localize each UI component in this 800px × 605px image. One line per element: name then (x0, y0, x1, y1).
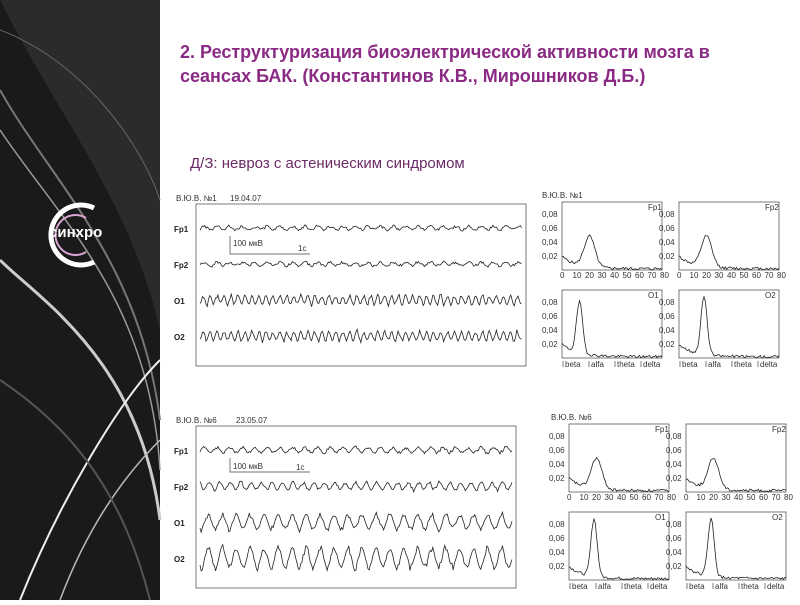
spectrum-xtick: 50 (739, 271, 749, 280)
spectrum-frame (562, 202, 662, 270)
spectrum-xtick: 80 (660, 271, 669, 280)
eeg-frame (196, 426, 516, 588)
eeg-trace-fp2 (200, 261, 522, 267)
spectra-header: В.Ю.В. №6 (551, 413, 592, 422)
spectrum-xtick: 80 (784, 493, 793, 502)
spectrum-ytick: 0,02 (549, 474, 565, 483)
eeg-scale-time: 1с (298, 244, 307, 253)
spectrum-channel-label: Fp1 (655, 425, 669, 434)
spectrum-channel-label: O1 (655, 513, 666, 522)
spectrum-xtick: 40 (610, 271, 619, 280)
spectrum-frame (686, 512, 786, 580)
spectrum-xtick: 0 (677, 271, 682, 280)
eeg-trace-fp1 (200, 446, 512, 454)
spectrum-ytick: 0,06 (666, 534, 682, 543)
eeg-scale-time: 1с (296, 463, 305, 472)
spectrum-channel-label: O2 (765, 291, 776, 300)
spectrum-ytick: 0,06 (542, 312, 558, 321)
spectrum-xtick: 10 (689, 271, 699, 280)
spectrum-xtick: 0 (567, 493, 572, 502)
spectrum-band-label: delta (643, 360, 661, 369)
spectrum-ytick: 0,02 (666, 474, 682, 483)
spectrum-ytick: 0,08 (659, 298, 675, 307)
spectrum-plot-o1 (549, 512, 669, 591)
spectrum-ytick: 0,04 (549, 460, 565, 469)
spectrum-channel-label: O1 (648, 291, 659, 300)
spectrum-band-label: delta (767, 582, 785, 591)
spectrum-ytick: 0,04 (666, 460, 682, 469)
spectrum-xtick: 30 (604, 493, 614, 502)
logo-text: синхро (49, 224, 103, 241)
spectrum-frame (569, 424, 669, 492)
spectrum-channel-label: O2 (772, 513, 783, 522)
spectrum-band-label: theta (617, 360, 635, 369)
spectrum-curve (679, 236, 779, 270)
spectrum-xtick: 30 (721, 493, 731, 502)
spectrum-band-label: delta (650, 582, 668, 591)
spectrum-band-label: beta (682, 360, 698, 369)
spectrum-ytick: 0,08 (549, 432, 565, 441)
spectrum-xtick: 80 (777, 271, 786, 280)
spectrum-channel-label: Fp2 (765, 203, 779, 212)
eeg-trace-panel-1 (170, 190, 530, 370)
channel-label-fp1: Fp1 (174, 447, 189, 456)
spectrum-ytick: 0,02 (666, 562, 682, 571)
spectrum-xtick: 50 (622, 271, 632, 280)
spectrum-frame (679, 202, 779, 270)
spectrum-xtick: 20 (592, 493, 601, 502)
spectrum-ytick: 0,06 (666, 446, 682, 455)
spectrum-ytick: 0,08 (542, 210, 558, 219)
channel-label-fp2: Fp2 (174, 261, 189, 270)
eeg-trace-fp2 (200, 481, 512, 492)
spectrum-curve (679, 297, 779, 358)
spectrum-band-label: theta (741, 582, 759, 591)
spectrum-curve (562, 235, 662, 270)
spectrum-curve (686, 458, 786, 492)
spectrum-curve (562, 301, 662, 358)
sidebar-swirl-graphic (0, 0, 160, 600)
eeg-scale-amplitude: 100 мкВ (233, 462, 263, 471)
spectrum-xtick: 60 (642, 493, 651, 502)
spectrum-channel-label: Fp1 (648, 203, 662, 212)
spectrum-ytick: 0,08 (542, 298, 558, 307)
spectrum-xtick: 60 (752, 271, 761, 280)
spectrum-xtick: 10 (572, 271, 582, 280)
eeg-trace-o2 (200, 329, 522, 342)
spectrum-band-label: alfa (715, 582, 728, 591)
spectrum-band-label: delta (760, 360, 778, 369)
spectrum-xtick: 20 (709, 493, 718, 502)
spectrum-ytick: 0,04 (666, 548, 682, 557)
spectra-header: В.Ю.В. №1 (542, 191, 583, 200)
spectrum-xtick: 30 (714, 271, 724, 280)
spectrum-ytick: 0,02 (659, 340, 675, 349)
channel-label-fp1: Fp1 (174, 225, 189, 234)
spectrum-xtick: 40 (727, 271, 736, 280)
eeg-trace-o2 (200, 545, 512, 571)
eeg-trace-o1 (200, 294, 522, 307)
slide-title: 2. Реструктуризация биоэлектрической активности мозга в сеансах БАК. (Константинов К.В., Мирошников Д.Б.) (180, 42, 710, 86)
spectrum-ytick: 0,02 (549, 562, 565, 571)
channel-label-o2: O2 (174, 555, 185, 564)
spectrum-ytick: 0,08 (666, 432, 682, 441)
spectrum-ytick: 0,06 (659, 224, 675, 233)
spectrum-xtick: 70 (647, 271, 657, 280)
spectrum-plot-o2 (666, 512, 786, 591)
channel-label-o2: O2 (174, 333, 185, 342)
spectra-group-6 (545, 412, 793, 592)
spectrum-xtick: 10 (579, 493, 589, 502)
eeg-scale-amplitude: 100 мкВ (233, 239, 263, 248)
spectrum-xtick: 60 (759, 493, 768, 502)
spectrum-plot-fp2 (659, 202, 786, 280)
spectrum-curve (569, 519, 669, 580)
spectrum-xtick: 30 (597, 271, 607, 280)
spectrum-ytick: 0,08 (666, 520, 682, 529)
spectrum-ytick: 0,06 (549, 534, 565, 543)
spectrum-plot-fp2 (666, 424, 793, 502)
spectrum-xtick: 20 (702, 271, 711, 280)
spectrum-band-label: alfa (591, 360, 604, 369)
spectrum-xtick: 20 (585, 271, 594, 280)
spectrum-ytick: 0,08 (549, 520, 565, 529)
eeg-patient-label: В.Ю.В. №1 (176, 194, 217, 203)
eeg-trace-fp1 (200, 225, 522, 231)
spectrum-xtick: 40 (734, 493, 743, 502)
spectrum-ytick: 0,02 (542, 340, 558, 349)
spectrum-xtick: 50 (629, 493, 639, 502)
spectrum-ytick: 0,02 (659, 252, 675, 261)
spectrum-band-label: beta (572, 582, 588, 591)
spectrum-ytick: 0,02 (542, 252, 558, 261)
spectrum-plot-o1 (542, 290, 662, 369)
spectrum-ytick: 0,04 (542, 326, 558, 335)
spectra-group-1 (538, 190, 788, 370)
spectrum-xtick: 70 (764, 271, 774, 280)
channel-label-fp2: Fp2 (174, 483, 189, 492)
spectrum-channel-label: Fp2 (772, 425, 786, 434)
eeg-trace-o1 (200, 512, 512, 532)
spectrum-curve (569, 458, 669, 492)
spectrum-frame (562, 290, 662, 358)
spectrum-ytick: 0,04 (659, 238, 675, 247)
spectrum-band-label: alfa (598, 582, 611, 591)
spectrum-ytick: 0,04 (549, 548, 565, 557)
spectrum-frame (679, 290, 779, 358)
spectrum-plot-fp1 (542, 202, 669, 280)
spectrum-band-label: beta (689, 582, 705, 591)
spectrum-ytick: 0,04 (659, 326, 675, 335)
spectrum-xtick: 50 (746, 493, 756, 502)
spectrum-band-label: alfa (708, 360, 721, 369)
channel-label-o1: O1 (174, 297, 185, 306)
spectrum-ytick: 0,08 (659, 210, 675, 219)
spectrum-xtick: 0 (560, 271, 565, 280)
spectrum-plot-fp1 (549, 424, 676, 502)
spectrum-ytick: 0,06 (542, 224, 558, 233)
spectrum-xtick: 10 (696, 493, 706, 502)
spectrum-frame (686, 424, 786, 492)
spectrum-ytick: 0,06 (659, 312, 675, 321)
spectrum-xtick: 70 (771, 493, 781, 502)
sidebar-decoration (0, 0, 160, 600)
eeg-patient-label: В.Ю.В. №6 (176, 416, 217, 425)
spectrum-ytick: 0,04 (542, 238, 558, 247)
spectrum-band-label: theta (624, 582, 642, 591)
spectrum-curve (686, 518, 786, 579)
spectrum-xtick: 60 (635, 271, 644, 280)
channel-label-o1: O1 (174, 519, 185, 528)
eeg-date-label: 19.04.07 (230, 194, 262, 203)
spectrum-xtick: 70 (654, 493, 664, 502)
spectrum-band-label: theta (734, 360, 752, 369)
spectrum-band-label: beta (565, 360, 581, 369)
spectrum-xtick: 40 (617, 493, 626, 502)
spectrum-xtick: 0 (684, 493, 689, 502)
spectrum-frame (569, 512, 669, 580)
diagnosis-label: Д/З: невроз с астеническим синдромом (190, 155, 465, 172)
eeg-trace-panel-6 (170, 412, 520, 592)
spectrum-plot-o2 (659, 290, 779, 369)
eeg-date-label: 23.05.07 (236, 416, 268, 425)
spectrum-ytick: 0,06 (549, 446, 565, 455)
spectrum-xtick: 80 (667, 493, 676, 502)
